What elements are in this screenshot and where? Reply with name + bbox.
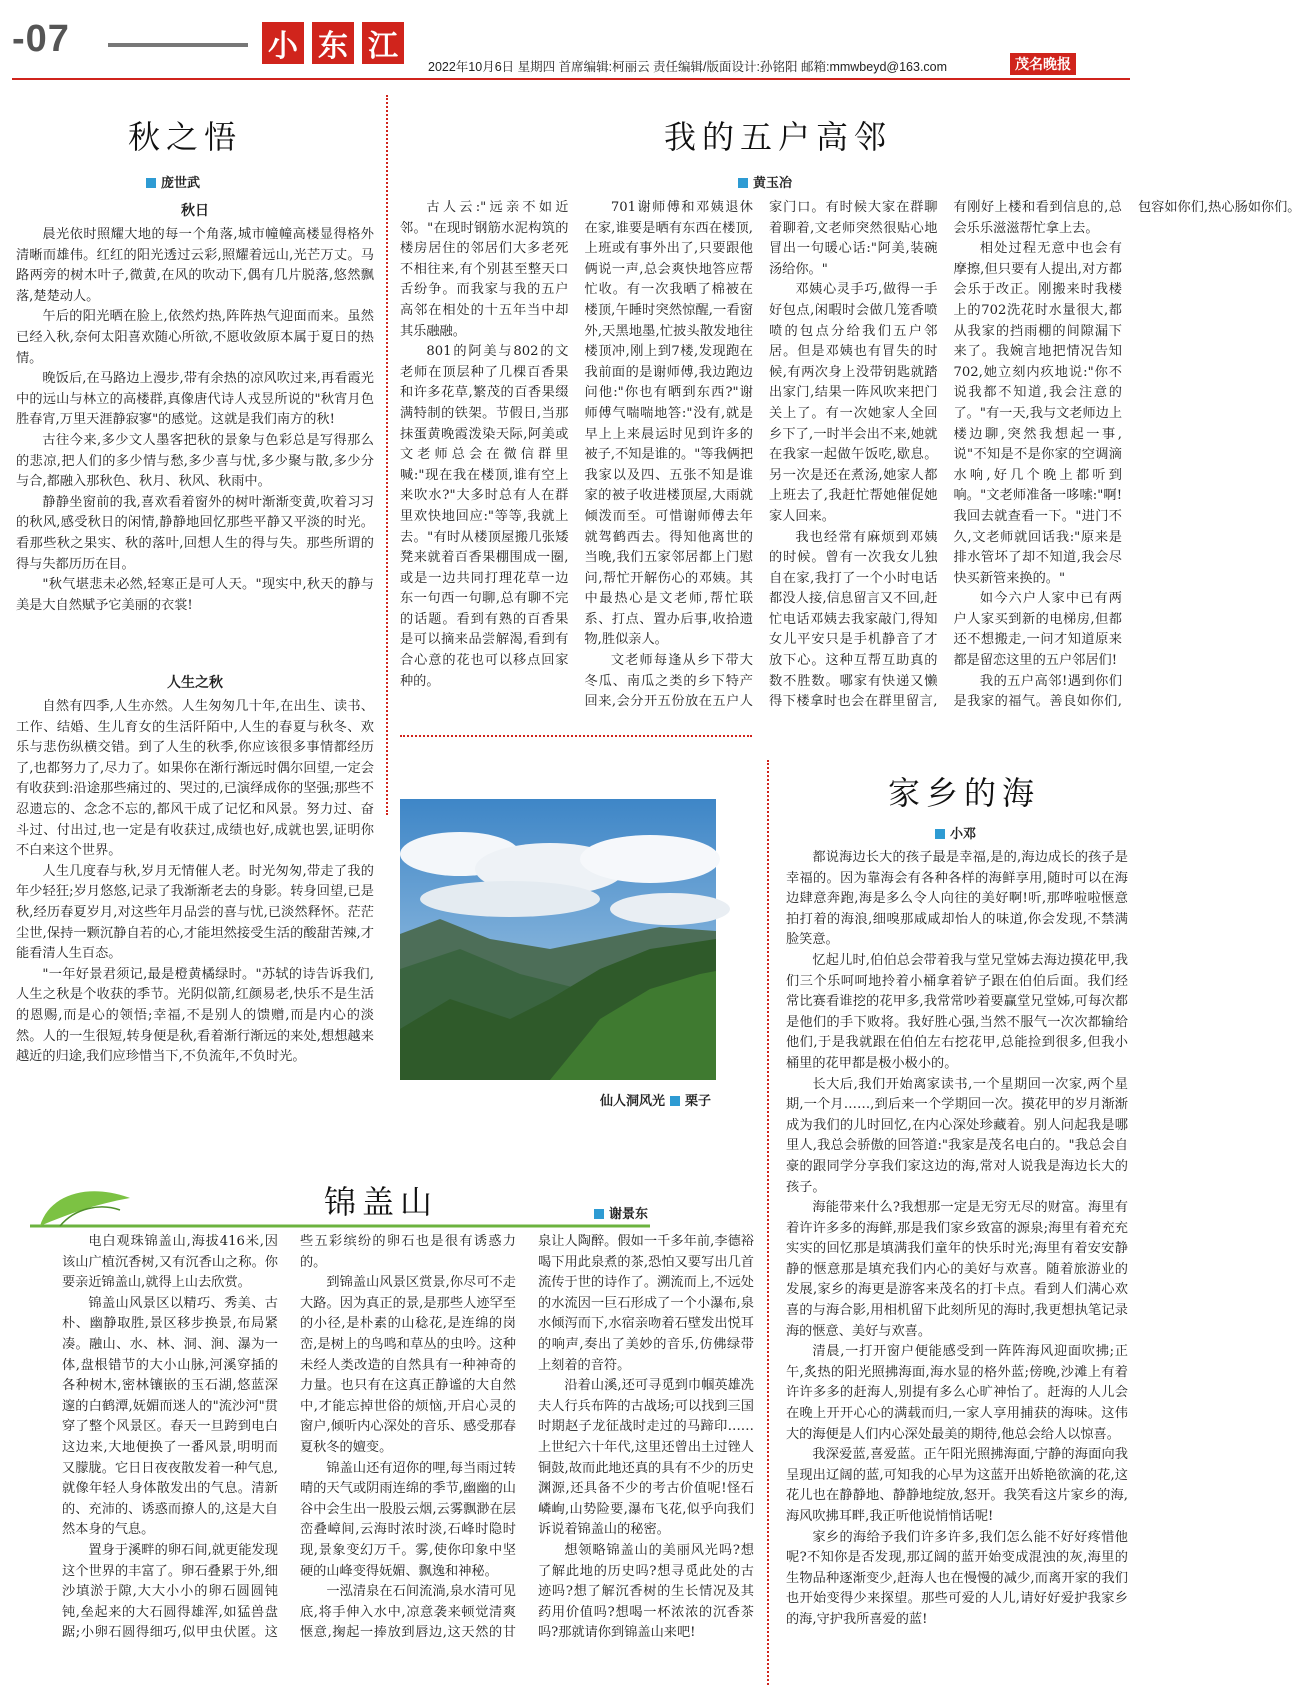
mountain-landscape-image: [400, 799, 716, 1080]
paragraph: 海能带来什么?我想那一定是无穷无尽的财富。海里有着许许多多的海鲜,那是我们家乡致富的源泉;海里有着充充实实的回忆那是填满我们童年的快乐时光;海里有着安安静静的惬意那是填充我们内心的美好与欢喜。随着旅游业的发展,家乡的海更是游客来茂名的打卡点。看到人们满心欢喜的与海合影,用相机留下此刻所见的海时,我更想执笔记录海的惬意、美好与欢喜。: [786, 1200, 1128, 1339]
paragraph: 一泓清泉在石间流淌,泉水清可见底,将手伸入水中,凉意袭来顿觉清爽惬意,掬起一捧放到唇边,这天然的甘泉让人陶醉。假如一千多年前,李德裕喝下用此泉煮的茶,恐怕又要写出几首流传于世的诗作了。溯流而上,不远处的水流因一巨石形成了一个小瀑布,泉水倾泻而下,水宿亲吻着石壁发出悦耳的响声,奏出了美妙的音乐,仿佛绿带上刻着的音符。: [300, 1234, 754, 1641]
article-title-mountain: 锦盖山: [324, 1183, 439, 1221]
article-body-mountain: [62, 1232, 754, 1687]
article-title-sea: 家乡的海: [888, 774, 1041, 812]
author-name: 谢景东: [609, 1206, 649, 1221]
article-body-neighbor: [400, 198, 1301, 730]
author-name: 庞世武: [161, 175, 201, 190]
caption-marker-icon: [670, 1096, 680, 1106]
paragraph: 到锦盖山风景区赏景,你尽可不走大路。因为真正的景,是那些人迹罕至的小径,是朴素的山稔花,是连绵的岗峦,是树上的鸟鸣和草丛的虫吟。这种未经人类改造的自然具有一种神奇的力量。也只有在这真正静谧的大自然中,才能忘掉世俗的烦恼,开启心灵的窗户,倾听内心深处的音乐、感受那春夏秋冬的嬗变。: [300, 1275, 516, 1455]
caption-title: 仙人洞风光: [600, 1093, 666, 1108]
issue-info: 2022年10月6日 星期四 首席编辑:柯丽云 责任编辑/版面设计:孙铭阳 邮箱:mmwbeyd@163.com: [428, 60, 948, 74]
paragraph: 自然有四季,人生亦然。人生匆匆几十年,在出生、读书、工作、结婚、生儿育女的生活阡陌中,人生的春夏与秋冬、欢乐与悲伤纵横交错。到了人生的秋季,你应该很多事情都经历了,也都努力了,尽力了。如果你在渐行渐远时偶尔回望,一定会有收获到:沿途那些痛过的、哭过的,已演绎成你的坚强;那些不忍遗忘的、念念不忘的,都风干成了记忆和风景。努力过、奋斗过、付出过,也一定是有收获过,成绩也好,成就也罢,证明你不白来这个世界。: [16, 699, 374, 859]
author-name: 黄玉冶: [753, 175, 793, 190]
paragraph: 清晨,一打开窗户便能感受到一阵阵海风迎面吹拂;正午,炙热的阳光照拂海面,海水显的格外蓝;傍晚,沙滩上有着许许多多的赶海人,别提有多么心旷神怡了。赶海的人儿会在晚上开开心心的满载而归,一家人享用捕获的海味。这伟大的海便是人们内心深处最美的期待,他总会给人以惊喜。: [786, 1344, 1128, 1442]
paragraph: 置身于溪畔的卵石间,就更能发现这个世界的丰富了。卵石叠累于外,细沙填淤于隙,大大小小的卵石圆圆钝钝,垒起来的大石圆得雄浑,如猛兽盘踞;小卵石圆得细巧,似甲虫伏匿。这些五彩缤纷的卵石也是很有诱惑力的。: [62, 1234, 516, 1641]
paragraph: 相处过程无意中也会有摩擦,但只要有人提出,对方都会乐于改正。刚搬来时我楼上的702洗花时水量很大,都从我家的挡雨棚的间隙漏下来了。我婉言地把情况告知702,她立刻内疚地说:"你不说我都不知道,我会注意的了。"有一天,我与文老师边上楼边聊,突然我想起一事,说"不知是不是你家的空调滴水响,好几个晚上都听到响。"文老师准备一哆嗦:"啊!我回去就查看一下。"进门不久,文老师就回话我:"原来是排水管坏了却不知道,我会尽快买新管来换的。": [953, 241, 1123, 586]
author-name: 小邓: [950, 826, 977, 841]
article-title-neighbor: 我的五户高邻: [664, 118, 893, 156]
paragraph: 我的五户高邻!遇到你们是我家的福气。善良如你们,包容如你们,热心肠如你们。: [953, 200, 1301, 710]
paragraph: 邓姨心灵手巧,做得一手好包点,闲暇时会做几笼香喷喷的包点分给我们五户邻居。但是邓姨也有冒失的时候,有两次身上没带钥匙就踏出家门,结果一阵风吹来把门关上了。有一次她家人全回乡下了,一时半会出不来,她就在我家一起做午饭吃,歇息。另一次是还在煮汤,她家人都上班去了,我赶忙帮她催促她家人回来。: [769, 282, 938, 524]
section-title-char-3: 江: [362, 22, 404, 64]
article-body-autumn-part1: [16, 225, 374, 616]
paragraph: 想领略锦盖山的美丽风光吗?想了解此地的历史吗?想寻觅此处的古迹吗?想了解沉香树的生长情况及其药用价值吗?想喝一杯浓浓的沉香茶吗?那就请你到锦盖山来吧!: [538, 1542, 754, 1641]
paragraph: 701谢师傅和邓姨退休在家,谁要是晒有东西在楼顶,上班或有事外出了,只要跟他俩说一声,总会爽快地答应帮忙收。有一次我晒了棉被在楼顶,午睡时突然惊醒,一看窗外,天黑地墨,忙披头散发地往楼顶冲,刚上到7楼,发现跑在我前面的是谢师傅,我边跑边问他:"你也有晒到东西?"谢师傅气喘喘地答:"没有,就是早上上来晨运时见到许多的被子,不知是谁的。"等我俩把我家以及四、五张不知是谁家的被子收进楼顶屋,大雨就倾泼而至。可惜谢师傅去年就驾鹤西去。得知他离世的当晚,我们五家邻居都上门慰问,帮忙开解伤心的邓姨。其中最热心是文老师,帮忙联系、打点、置办后事,收拾遗物,胜似亲人。: [584, 200, 754, 648]
paragraph: 长大后,我们开始离家读书,一个星期回一次家,两个星期,一个月……,到后来一个学期回一次。摸花甲的岁月渐渐成为我们的儿时回忆,在内心深处珍藏着。别人问起我是哪里人,我总会骄傲的回答道:"我家是茂名电白的。"我总会自豪的跟同学分享我们家这边的海,常对人说我是海边长大的孩子。: [786, 1076, 1128, 1195]
subhead-autumn-life: 人生之秋: [167, 674, 223, 690]
paragraph: "秋气堪悲未必然,轻寒正是可人天。"现实中,秋天的静与美是大自然赋予它美丽的衣裳!: [16, 577, 374, 613]
paragraph: 古人云:"远亲不如近邻。"在现时钢筋水泥构筑的楼房居住的邻居们大多老死不相往来,有个别甚至整天口舌纷争。而我家与我的五户高邻在相处的十五年当中却其乐融融。: [400, 200, 569, 339]
byline-mountain: [594, 1203, 648, 1222]
paragraph: 我深爱蓝,喜爱蓝。正午阳光照拂海面,宁静的海面向我呈现出辽阔的蓝,可知我的心早为这蓝开出娇艳欲滴的花,这花儿也在静静地、静静地绽放,怒开。我笑看这片家乡的海,海风吹拂耳畔,我正听他说悄悄话呢!: [786, 1447, 1128, 1524]
paragraph: 如今六户人家中已有两户人家买到新的电梯房,但都还不想搬走,一问才知道原来都是留恋这里的五户邻居们!: [953, 591, 1122, 669]
paragraph: 人生几度春与秋,岁月无情催人老。时光匆匆,带走了我的年少轻狂;岁月悠悠,记录了我渐渐老去的身影。转身回望,已是秋,经历春夏岁月,对这些年月品尝的喜与忧,已淡然释怀。茫茫尘世,保持一颗沉静自若的心,才能坦然接受生活的酸甜苦辣,才能看清人生百态。: [16, 863, 374, 962]
photo-caption: [600, 1090, 711, 1109]
byline-neighbor: [738, 172, 792, 191]
header-rule: [12, 78, 1130, 80]
paragraph: 锦盖山还有迢你的哩,每当雨过转晴的天气或阴雨连绵的季节,幽幽的山谷中会生出一股股云烟,云雾飘渺在层峦叠嶂间,云海时浓时淡,石峰时隐时现,景象变幻万千。雾,使你印象中坚硬的山峰变得妩媚、飘逸和神秘。: [300, 1460, 516, 1579]
paragraph: 801的阿美与802的文老师在顶层种了几棵百香果和许多花草,繁茂的百香果缀满特制的铁架。节假日,当那抹蛋黄晚霞泼染天际,阿美或文老师总会在微信群里喊:"现在我在楼顶,谁有空上来吹水?"大多时总有人在群里欢快地回应:"等等,我就上去。"有时从楼顶屋搬几张矮凳来就着百香果棚围成一圈,或是一边共同打理花草一边东一句西一句聊,总有聊不完的话题。看到有熟的百香果是可以摘来品尝解渴,看到有合心意的花也可以移点回家种的。: [400, 344, 569, 689]
newspaper-logo: 茂名晚报: [1010, 53, 1076, 75]
column-divider: [386, 95, 388, 815]
article-title-autumn: 秋之悟: [128, 118, 243, 156]
section-divider: [400, 735, 752, 737]
paragraph: 古往今来,多少文人墨客把秋的景象与色彩总是写得那么的悲凉,把人们的多少情与愁,多少喜与忧,多少聚与散,多少分与合,都融入那秋色、秋月、秋风、秋雨中。: [16, 432, 374, 490]
page-number-rule: [108, 43, 248, 47]
paragraph: 锦盖山风景区以精巧、秀美、古朴、幽静取胜,景区移步换景,布局紧凑。融山、水、林、洞、涧、瀑为一体,盘根错节的大小山脉,河溪穿插的各种树木,密林镶嵌的玉石湖,悠蓝深邃的白鹤潭,妩媚而迷人的"流沙河"贯穿了整个风景区。春天一旦跨到电白这边来,大地便换了一番风景,明明而又朦胧。它日日夜夜散发着一种气息,就像年轻人身体散发出的气息。清新的、充沛的、诱惑而撩人的,这是大自然本身的气息。: [62, 1295, 278, 1538]
byline-marker-icon: [594, 1209, 604, 1219]
page-number: -07: [12, 18, 70, 60]
byline-marker-icon: [738, 178, 748, 188]
section-title-char-1: 小: [262, 22, 304, 64]
section-title-char-2: 东: [312, 22, 354, 64]
article-body-sea: [786, 848, 1128, 1631]
paragraph: 都说海边长大的孩子最是幸福,是的,海边成长的孩子是幸福的。因为靠海会有各种各样的海鲜享用,随时可以在海边肆意奔跑,海是多么令人向往的美好啊!听,那哗啦啦惬意拍打着的海浪,细嗅那咸咸却怡人的味道,你会发现,不禁满脸笑意。: [786, 850, 1128, 948]
byline-sea: [935, 823, 976, 842]
byline-marker-icon: [935, 829, 945, 839]
paragraph: 晚饭后,在马路边上漫步,带有余热的凉风吹过来,再看霞光中的远山与林立的高楼群,真像唐代诗人戎昱所说的"秋宵月色胜春宵,万里天涯静寂寥"的感觉。这就是我们南方的秋!: [16, 371, 374, 428]
landscape-photo: [400, 799, 716, 1080]
paragraph: 晨光依时照耀大地的每一个角落,城市幢幢高楼显得格外清晰而雄伟。红红的阳光透过云彩,照耀着远山,光芒万丈。马路两旁的树木叶子,微黄,在风的吹动下,偶有几片脱落,悠然飘落,楚楚动人。: [16, 227, 374, 304]
photographer-name: 栗子: [685, 1093, 712, 1108]
byline-autumn: [146, 172, 200, 191]
byline-marker-icon: [146, 178, 156, 188]
subhead-autumn-day: 秋日: [181, 202, 209, 218]
paragraph: 忆起儿时,伯伯总会带着我与堂兄堂姊去海边摸花甲,我们三个乐呵呵地拎着小桶拿着铲子跟在伯伯后面。我们经常比赛看谁挖的花甲多,我常常吵着要赢堂兄堂姊,可每次都是他们的手下败将。我好胜心强,当然不服气一次次都输给他们,于是我就跟在伯伯左右挖花甲,总能捡到很多,但我小桶里的花甲都是极小极小的。: [786, 952, 1128, 1071]
column-divider: [767, 760, 769, 1685]
paragraph: 文老师每逢从乡下带大冬瓜、南瓜之类的乡下特产回来,会分开五份放在五户人家门口。有时候大家在群聊着聊着,文老师突然很贴心地冒出一句暖心话:"阿美,装碗汤给你。": [584, 200, 938, 710]
paragraph: 电白观珠锦盖山,海拔416米,因该山广植沉香树,又有沉香山之称。你要亲近锦盖山,就得上山去欣赏。: [62, 1234, 278, 1291]
paragraph: "一年好景君须记,最是橙黄橘绿时。"苏轼的诗告诉我们,人生之秋是个收获的季节。光阴似箭,红颜易老,快乐不是生活的恩赐,而是心的领悟;幸福,不是别人的馈赠,而是内心的淡然。人的一生很短,转身便是秋,看着渐行渐远的来处,想想越来越近的归途,我们应珍惜当下,不负流年,不负时光。: [16, 966, 374, 1065]
paragraph: 静静坐窗前的我,喜欢看着窗外的树叶渐渐变黄,吹着习习的秋风,感受秋日的闲情,静静地回忆那些平静又平淡的时光。看那些秋之果实、秋的落叶,回想人生的得与失。那些所谓的得与失都历历在目。: [16, 494, 374, 572]
article-body-autumn-part2: [16, 697, 374, 1068]
paragraph: 午后的阳光晒在脸上,依然灼热,阵阵热气迎面而来。虽然已经入秋,奈何太阳喜欢随心所欲,不愿收敛原本属于夏日的热情。: [16, 309, 374, 366]
paragraph: 我也经常有麻烦到邓姨的时候。曾有一次我女儿独自在家,我打了一个小时电话都没人接,信息留言又不回,赶忙电话邓姨去我家敲门,得知女儿平安只是手机静音了才放下心。这种互帮互助真的数不胜数。哪家有快递又懒得下楼拿时也会在群里留言,有刚好上楼和看到信息的,总会乐乐滋滋帮忙拿上去。: [769, 200, 1122, 710]
paragraph: 家乡的海给予我们许多许多,我们怎么能不好好疼惜他呢?不知你是否发现,那辽阔的蓝开始变成混浊的灰,海里的生物品种逐渐变少,赶海人也在慢慢的减少,而离开家的我们也开始变得少来探望。那些可爱的人儿,请好好爱护我家乡的海,守护我所喜爱的蓝!: [786, 1529, 1128, 1627]
paragraph: 沿着山溪,还可寻觅到巾帼英雄冼夫人行兵布阵的古战场;可以找到三国时期赵子龙征战时走过的马蹄印……上世纪六十年代,这里还曾出土过锉人铜鼓,故而此地还真的具有不少的历史渊源,还具备不少的考古价值呢!怪石嶙峋,山势险要,瀑布飞花,似乎向我们诉说着锦盖山的秘密。: [538, 1378, 754, 1538]
